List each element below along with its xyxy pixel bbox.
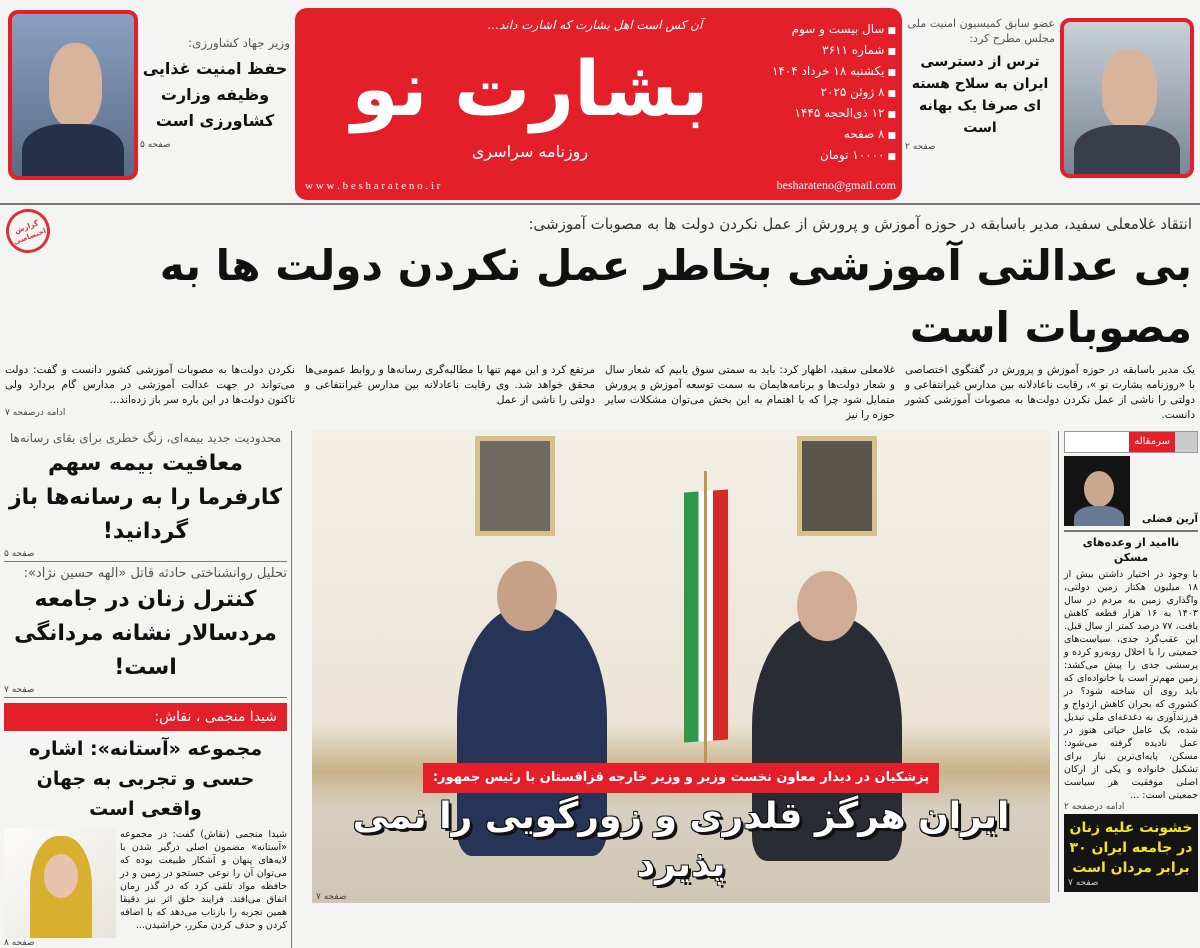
left-teaser[interactable] xyxy=(140,36,290,150)
right-teaser-page: صفحه ۲ xyxy=(905,142,936,152)
left-teaser-headline: حفظ امنیت غذایی وظیفه وزارت کشاورزی است xyxy=(142,59,288,130)
masthead-logo: بشارت نو xyxy=(351,44,709,133)
story-insurance[interactable] xyxy=(4,431,287,559)
exclusive-stamp: گزارش اختصاصی xyxy=(0,203,56,259)
right-teaser-headline: ترس از دسترسی ایران به سلاح هسته ای صرفا یک بهانه است xyxy=(911,54,1049,136)
story-headline: کنترل زنان در جامعه مردسالار نشانه مردانگی است! xyxy=(14,587,277,680)
artist-kicker-bar: شیدا منجمی ، نقاش: xyxy=(4,703,287,731)
editorial-body: با وجود در اختیار داشتن بیش از ۱۸ میلیون هکتار زمین دولتی، واگذاری زمین به مردم در سال ۱۴۰۳ به ۱۶ هزار قطعه کاهش یافت، ۷۷ درصد کمتر از سال قبل. این عقب‌گرد جدی، سیاست‌های جمعیتی را با اخلال روبه‌رو کرده و پرسشی جدی را پیش می‌کشد: زمین مهم‌تر است یا خانواده‌ای که باید روی آن ساخته شود؟ در کشوری که بحران کاهش ازدواج و فرزندآوری به دغدغه‌ای ملی تبدیل شده، یک عامل حیاتی هنوز در عمل نادیده گرفته می‌شود: مسکن، پایه‌ای‌ترین نیاز برای تشکیل خانواده و یکی از ارکان اصلی موفقیت هر سیاست جمعیتی است: ... xyxy=(1064,569,1198,801)
editorial-author: آرین فضلی xyxy=(1141,514,1198,525)
story-page: صفحه ۸ xyxy=(4,938,35,948)
artist-body: شیدا منجمی (نقاش) گفت: در مجموعه «آستانه» مضمون اصلی درگیر شدن با لایه‌های پنهان و آشکار طبیعت بوده که می‌توان آن را نوعی جستجو در زمین و در حافظه مواد تلقی کرد که در گذر زمان اتفاق می‌افتد. فرایند خلق اثر نیز دقیقا همین تجربه را بازتاب می‌دهد که با اضافه کردن و حذف کردن مکرر، خراشیدن... xyxy=(120,829,287,931)
main-headline[interactable]: بی عدالتی آموزشی بخاطر عمل نکردن دولت ها به مصوبات است xyxy=(159,241,1192,352)
artist-headline[interactable]: مجموعه «آستانه»: اشاره حسی و تجربی به جهان واقعی است xyxy=(28,738,263,820)
right-teaser[interactable] xyxy=(905,16,1055,152)
photo-page: صفحه ۷ xyxy=(316,892,347,902)
main-photo[interactable] xyxy=(312,431,1050,903)
volume: ■ سال بیست و سوم xyxy=(746,20,896,41)
editorial-icon xyxy=(1175,432,1197,452)
left-column xyxy=(0,431,292,948)
divider xyxy=(4,561,287,562)
editorial-label: سرمقاله xyxy=(1129,432,1175,452)
lead-column-2: غلامعلی سفید، اظهار کرد: باید به سمتی سوق یابیم که شعار سال و شعار دولت‌ها و برنامه‌هایمان به سمت توسعه آموزش و پرورش متمایل شود چرا که با اهتمام به این بخش می‌توان مشکلات سایر حوزه را نیز xyxy=(605,364,895,421)
main-continued[interactable]: ادامه درصفحه ۷ xyxy=(5,408,66,418)
story-kicker: تحلیل روانشناختی حادثه قاتل «الهه حسین نژاد»: xyxy=(23,566,287,581)
masthead-subtitle: روزنامه سراسری xyxy=(471,142,589,161)
date-gregorian: ■ ۸ ژوئن ۲۰۲۵ xyxy=(746,83,896,104)
masthead-info xyxy=(746,20,896,167)
editorial-column xyxy=(1058,431,1198,892)
right-teaser-kicker: عضو سابق کمیسیون امنیت ملی مجلس مطرح کرد: xyxy=(907,17,1055,45)
left-teaser-kicker: وزیر جهاد کشاورزی: xyxy=(187,36,290,50)
date-hijri: ■ ۱۲ ذی‌الحجه ۱۴۴۵ xyxy=(746,104,896,125)
editorial-title[interactable]: ناامید از وعده‌های مسکن xyxy=(1082,536,1180,564)
right-teaser-photo xyxy=(1060,18,1194,178)
issue-number: ■ شماره ۳۶۱۱ xyxy=(746,41,896,62)
editorial-continued[interactable]: ادامه درصفحه ۲ xyxy=(1064,802,1125,812)
masthead-email[interactable]: besharateno@gmail.com xyxy=(776,178,896,192)
masthead xyxy=(295,8,902,200)
photo-headline: ایران هرگز قلدری و زورگویی را نمی پذیرد xyxy=(352,796,1010,885)
promo-page: صفحه ۷ xyxy=(1068,878,1099,888)
divider xyxy=(4,697,287,698)
promo-headline: خشونت علیه زنان در جامعه ایران ۳۰ برابر مردان است xyxy=(1069,820,1193,876)
left-teaser-photo xyxy=(8,10,138,180)
masthead-motto: آن کس است اهل بشارت که اشارت داند... xyxy=(487,18,703,32)
lead-column-1: یک مدیر باسابقه در حوزه آموزش و پرورش در گفتگوی اختصاصی با «روزنامه بشارت نو »، رقابت ناعادلانه بین مدارس غیرانتفاعی و دولتی را ناشی از عمل نکردن دولت‌ها به مصوبات آموزشی کشور دانست. xyxy=(905,364,1195,421)
divider xyxy=(1064,530,1198,532)
story-page: صفحه ۷ xyxy=(4,685,35,695)
lead-columns xyxy=(0,359,1200,423)
lead-column-4: نکردن دولت‌ها به مصوبات آموزشی کشور دانست و گفت: دولت می‌تواند در جهت عدالت آموزشی در مدارس گام بردارد ولی تاکنون دولت‌ها در این باره سر باز زده‌اند... xyxy=(5,364,295,406)
story-headline: معافیت بیمه سهم کارفرما را به رسانه‌ها باز گردانید! xyxy=(8,451,282,544)
photo-kicker-bar: پزشکیان در دیدار معاون نخست وزیر و وزیر خارجه قزاقستان با رئیس جمهور: xyxy=(423,763,939,793)
editorial-author-photo xyxy=(1064,456,1130,526)
main-kicker: انتقاد غلامعلی سفید، مدیر باسابقه در حوزه آموزش و پرورش از عمل نکردن دولت ها به مصوبات آموزشی: xyxy=(528,215,1192,233)
date-persian: ■ یکشنبه ۱۸ خرداد ۱۴۰۴ xyxy=(746,62,896,83)
artist-photo xyxy=(4,828,116,938)
left-teaser-page: صفحه ۵ xyxy=(140,140,171,150)
masthead-website[interactable]: w w w . b e s h a r a t e n o . i r xyxy=(305,180,441,192)
page-count: ■ ۸ صفحه xyxy=(746,125,896,146)
lead-column-3: مرتفع کرد و این مهم تنها با مطالبه‌گری رسانه‌ها و روابط عمومی‌ها محقق خواهد شد. وی رقابت ناعادلانه بین مدارس غیرانتفاعی و دولتی را ناشی از عمل xyxy=(305,364,595,406)
editorial-label-box xyxy=(1064,431,1198,453)
story-page: صفحه ۵ xyxy=(4,549,35,559)
price: ■ ۱۰۰۰۰ تومان xyxy=(746,146,896,167)
story-femicide[interactable] xyxy=(4,566,287,695)
story-kicker: محدودیت جدید بیمه‌ای، زنگ خطری برای بقای رسانه‌ها xyxy=(9,431,282,445)
promo-box[interactable] xyxy=(1064,814,1198,892)
